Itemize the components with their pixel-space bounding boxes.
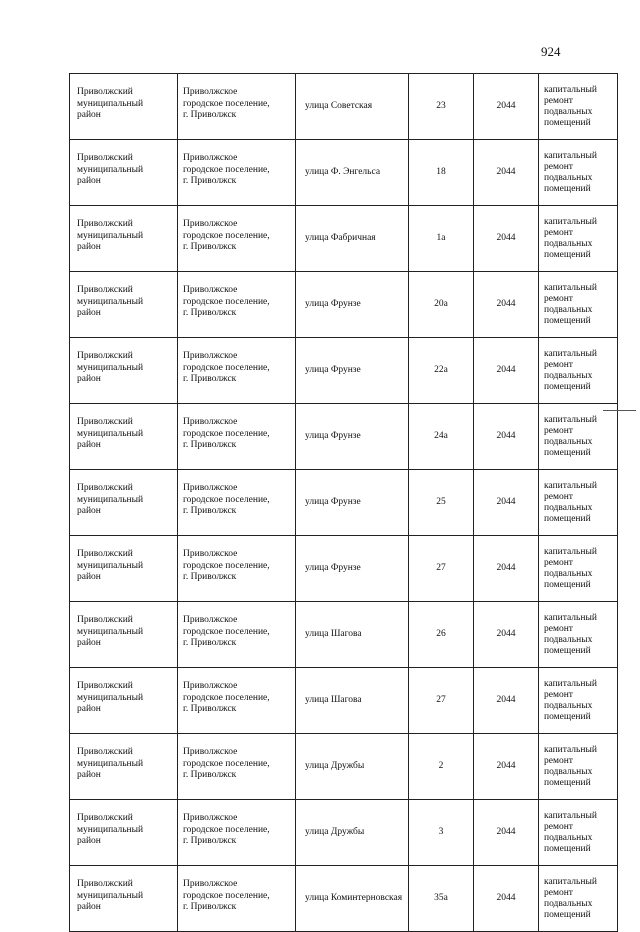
repair-schedule-table (69, 73, 618, 932)
work-type-cell-line: подвальных (544, 898, 593, 909)
work-type-cell (539, 206, 618, 272)
work-type-cell-line: помещений (544, 513, 591, 524)
district-cell-line: Приволжский (77, 153, 133, 163)
work-type-cell (539, 74, 618, 140)
table-row (70, 734, 618, 800)
table-row (70, 470, 618, 536)
work-type-cell-line: капитальный (544, 480, 597, 491)
work-type-cell-line: подвальных (544, 832, 593, 843)
settlement-cell (178, 140, 296, 206)
work-type-cell-line: помещений (544, 117, 591, 128)
district-cell-line: район (77, 638, 101, 648)
house-number-cell: 27 (409, 536, 474, 602)
district-cell-line: район (77, 770, 101, 780)
work-type-cell-line: капитальный (544, 546, 597, 557)
settlement-cell (178, 668, 296, 734)
settlement-cell-line: Приволжское (183, 747, 238, 757)
district-cell-line: район (77, 704, 101, 714)
settlement-cell (178, 272, 296, 338)
work-type-cell (539, 734, 618, 800)
work-type-cell-line: капитальный (544, 282, 597, 293)
settlement-cell-line: Приволжское (183, 351, 238, 361)
settlement-cell-line: г. Приволжск (183, 770, 237, 780)
settlement-cell-line: Приволжское (183, 681, 238, 691)
work-type-cell (539, 800, 618, 866)
settlement-cell-line: Приволжское (183, 417, 238, 427)
settlement-cell-line: городское поселение, (183, 428, 270, 439)
district-cell-line: район (77, 374, 101, 384)
work-type-cell (539, 602, 618, 668)
page-number: 924 (541, 44, 561, 59)
district-cell-line: муниципальный (77, 560, 144, 571)
work-type-cell-line: ремонт (544, 227, 573, 238)
street-cell: улица Коминтерновская (296, 866, 409, 932)
settlement-cell-line: Приволжское (183, 219, 238, 229)
work-type-cell (539, 866, 618, 932)
street-cell: улица Фрунзе (296, 404, 409, 470)
district-cell-line: район (77, 836, 101, 846)
work-type-cell (539, 272, 618, 338)
settlement-cell-line: городское поселение, (183, 758, 270, 769)
district-cell-line: Приволжский (77, 747, 133, 757)
work-type-cell (539, 668, 618, 734)
street-cell: улица Фрунзе (296, 338, 409, 404)
district-cell-line: муниципальный (77, 164, 144, 175)
district-cell (70, 470, 178, 536)
table-row (70, 668, 618, 734)
street-cell: улица Дружбы (296, 734, 409, 800)
settlement-cell-line: г. Приволжск (183, 374, 237, 384)
work-type-cell-line: помещений (544, 711, 591, 722)
work-type-cell-line: подвальных (544, 172, 593, 183)
district-cell-line: Приволжский (77, 219, 133, 229)
house-number-cell: 24а (409, 404, 474, 470)
district-cell-line: Приволжский (77, 879, 133, 889)
table-row (70, 338, 618, 404)
district-cell-line: Приволжский (77, 87, 133, 97)
settlement-cell (178, 734, 296, 800)
settlement-cell-line: городское поселение, (183, 98, 270, 109)
district-cell-line: Приволжский (77, 813, 133, 823)
district-cell-line: район (77, 110, 101, 120)
year-cell: 2044 (474, 74, 539, 140)
settlement-cell-line: г. Приволжск (183, 638, 237, 648)
house-number-cell: 3 (409, 800, 474, 866)
house-number-cell: 26 (409, 602, 474, 668)
year-cell: 2044 (474, 668, 539, 734)
district-cell-line: район (77, 242, 101, 252)
settlement-cell (178, 206, 296, 272)
year-cell: 2044 (474, 866, 539, 932)
work-type-cell-line: помещений (544, 447, 591, 458)
district-cell-line: район (77, 440, 101, 450)
table-row (70, 206, 618, 272)
house-number-cell: 20а (409, 272, 474, 338)
table-row (70, 140, 618, 206)
district-cell (70, 74, 178, 140)
district-cell (70, 800, 178, 866)
settlement-cell-line: городское поселение, (183, 494, 270, 505)
work-type-cell-line: подвальных (544, 436, 593, 447)
table-row (70, 536, 618, 602)
year-cell: 2044 (474, 734, 539, 800)
house-number-cell: 18 (409, 140, 474, 206)
work-type-cell-line: капитальный (544, 348, 597, 359)
settlement-cell-line: г. Приволжск (183, 902, 237, 912)
work-type-cell-line: ремонт (544, 425, 573, 436)
work-type-cell-line: капитальный (544, 810, 597, 821)
year-cell: 2044 (474, 404, 539, 470)
settlement-cell-line: г. Приволжск (183, 176, 237, 186)
district-cell-line: муниципальный (77, 824, 144, 835)
settlement-cell-line: Приволжское (183, 87, 238, 97)
year-cell: 2044 (474, 602, 539, 668)
settlement-cell-line: г. Приволжск (183, 440, 237, 450)
district-cell-line: муниципальный (77, 494, 144, 505)
street-cell: улица Советская (296, 74, 409, 140)
district-cell-line: район (77, 572, 101, 582)
settlement-cell-line: Приволжское (183, 813, 238, 823)
district-cell-line: муниципальный (77, 758, 144, 769)
street-cell: улица Шагова (296, 668, 409, 734)
year-cell: 2044 (474, 140, 539, 206)
work-type-cell-line: капитальный (544, 216, 597, 227)
work-type-cell-line: ремонт (544, 293, 573, 304)
settlement-cell-line: городское поселение, (183, 824, 270, 835)
settlement-cell-line: Приволжское (183, 549, 238, 559)
table-row (70, 74, 618, 140)
district-cell-line: муниципальный (77, 692, 144, 703)
street-cell: улица Фрунзе (296, 536, 409, 602)
settlement-cell (178, 74, 296, 140)
street-cell: улица Ф. Энгельса (296, 140, 409, 206)
district-cell-line: муниципальный (77, 296, 144, 307)
work-type-cell-line: подвальных (544, 238, 593, 249)
table-row (70, 272, 618, 338)
work-type-cell-line: помещений (544, 579, 591, 590)
work-type-cell-line: капитальный (544, 84, 597, 95)
work-type-cell-line: помещений (544, 645, 591, 656)
work-type-cell-line: ремонт (544, 359, 573, 370)
settlement-cell-line: г. Приволжск (183, 836, 237, 846)
settlement-cell-line: городское поселение, (183, 692, 270, 703)
settlement-cell-line: Приволжское (183, 153, 238, 163)
settlement-cell-line: Приволжское (183, 879, 238, 889)
work-type-cell-line: подвальных (544, 634, 593, 645)
district-cell-line: район (77, 308, 101, 318)
settlement-cell-line: городское поселение, (183, 560, 270, 571)
work-type-cell (539, 338, 618, 404)
settlement-cell-line: городское поселение, (183, 890, 270, 901)
house-number-cell: 2 (409, 734, 474, 800)
work-type-cell (539, 140, 618, 206)
district-cell (70, 734, 178, 800)
work-type-cell-line: ремонт (544, 491, 573, 502)
settlement-cell (178, 866, 296, 932)
settlement-cell (178, 470, 296, 536)
work-type-cell-line: ремонт (544, 623, 573, 634)
work-type-cell-line: помещений (544, 777, 591, 788)
settlement-cell-line: Приволжское (183, 615, 238, 625)
district-cell-line: муниципальный (77, 230, 144, 241)
table-row (70, 800, 618, 866)
work-type-cell-line: помещений (544, 315, 591, 326)
work-type-cell-line: ремонт (544, 689, 573, 700)
district-cell (70, 404, 178, 470)
house-number-cell: 27 (409, 668, 474, 734)
settlement-cell (178, 536, 296, 602)
year-cell: 2044 (474, 470, 539, 536)
street-cell: улица Дружбы (296, 800, 409, 866)
district-cell (70, 206, 178, 272)
district-cell (70, 140, 178, 206)
settlement-cell-line: Приволжское (183, 285, 238, 295)
table-row (70, 602, 618, 668)
district-cell-line: муниципальный (77, 428, 144, 439)
work-type-cell-line: ремонт (544, 95, 573, 106)
table-row (70, 404, 618, 470)
district-cell-line: Приволжский (77, 549, 133, 559)
district-cell-line: Приволжский (77, 483, 133, 493)
settlement-cell-line: городское поселение, (183, 296, 270, 307)
work-type-cell-line: подвальных (544, 370, 593, 381)
settlement-cell-line: г. Приволжск (183, 308, 237, 318)
district-cell-line: район (77, 902, 101, 912)
district-cell-line: муниципальный (77, 890, 144, 901)
work-type-cell-line: помещений (544, 843, 591, 854)
work-type-cell-line: ремонт (544, 821, 573, 832)
settlement-cell (178, 404, 296, 470)
settlement-cell-line: городское поселение, (183, 164, 270, 175)
year-cell: 2044 (474, 206, 539, 272)
work-type-cell-line: капитальный (544, 414, 597, 425)
settlement-cell (178, 602, 296, 668)
street-cell: улица Фабричная (296, 206, 409, 272)
house-number-cell: 1а (409, 206, 474, 272)
district-cell (70, 338, 178, 404)
work-type-cell (539, 470, 618, 536)
street-cell: улица Фрунзе (296, 470, 409, 536)
house-number-cell: 25 (409, 470, 474, 536)
year-cell: 2044 (474, 338, 539, 404)
work-type-cell-line: помещений (544, 183, 591, 194)
work-type-cell-line: капитальный (544, 612, 597, 623)
work-type-cell-line: помещений (544, 249, 591, 260)
work-type-cell-line: подвальных (544, 304, 593, 315)
district-cell-line: район (77, 176, 101, 186)
work-type-cell-line: помещений (544, 381, 591, 392)
district-cell-line: Приволжский (77, 681, 133, 691)
settlement-cell-line: г. Приволжск (183, 242, 237, 252)
district-cell-line: муниципальный (77, 626, 144, 637)
year-cell: 2044 (474, 536, 539, 602)
year-cell: 2044 (474, 272, 539, 338)
settlement-cell-line: городское поселение, (183, 626, 270, 637)
work-type-cell-line: ремонт (544, 755, 573, 766)
district-cell (70, 536, 178, 602)
street-cell: улица Фрунзе (296, 272, 409, 338)
table-row (70, 866, 618, 932)
district-cell-line: Приволжский (77, 351, 133, 361)
margin-line (603, 410, 636, 411)
settlement-cell (178, 338, 296, 404)
work-type-cell (539, 536, 618, 602)
settlement-cell (178, 800, 296, 866)
work-type-cell-line: подвальных (544, 700, 593, 711)
work-type-cell-line: подвальных (544, 568, 593, 579)
district-cell-line: муниципальный (77, 98, 144, 109)
work-type-cell-line: ремонт (544, 887, 573, 898)
work-type-cell-line: помещений (544, 909, 591, 920)
house-number-cell: 23 (409, 74, 474, 140)
work-type-cell-line: подвальных (544, 502, 593, 513)
work-type-cell-line: подвальных (544, 106, 593, 117)
settlement-cell-line: городское поселение, (183, 362, 270, 373)
settlement-cell-line: г. Приволжск (183, 506, 237, 516)
work-type-cell-line: капитальный (544, 876, 597, 887)
work-type-cell (539, 404, 618, 470)
district-cell-line: район (77, 506, 101, 516)
year-cell: 2044 (474, 800, 539, 866)
district-cell (70, 866, 178, 932)
settlement-cell-line: городское поселение, (183, 230, 270, 241)
house-number-cell: 35а (409, 866, 474, 932)
district-cell (70, 602, 178, 668)
settlement-cell-line: г. Приволжск (183, 110, 237, 120)
settlement-cell-line: г. Приволжск (183, 704, 237, 714)
district-cell-line: Приволжский (77, 615, 133, 625)
district-cell-line: муниципальный (77, 362, 144, 373)
work-type-cell-line: ремонт (544, 557, 573, 568)
work-type-cell-line: капитальный (544, 744, 597, 755)
house-number-cell: 22а (409, 338, 474, 404)
district-cell-line: Приволжский (77, 285, 133, 295)
work-type-cell-line: капитальный (544, 150, 597, 161)
settlement-cell-line: Приволжское (183, 483, 238, 493)
street-cell: улица Шагова (296, 602, 409, 668)
district-cell (70, 272, 178, 338)
work-type-cell-line: капитальный (544, 678, 597, 689)
district-cell (70, 668, 178, 734)
settlement-cell-line: г. Приволжск (183, 572, 237, 582)
work-type-cell-line: подвальных (544, 766, 593, 777)
district-cell-line: Приволжский (77, 417, 133, 427)
work-type-cell-line: ремонт (544, 161, 573, 172)
